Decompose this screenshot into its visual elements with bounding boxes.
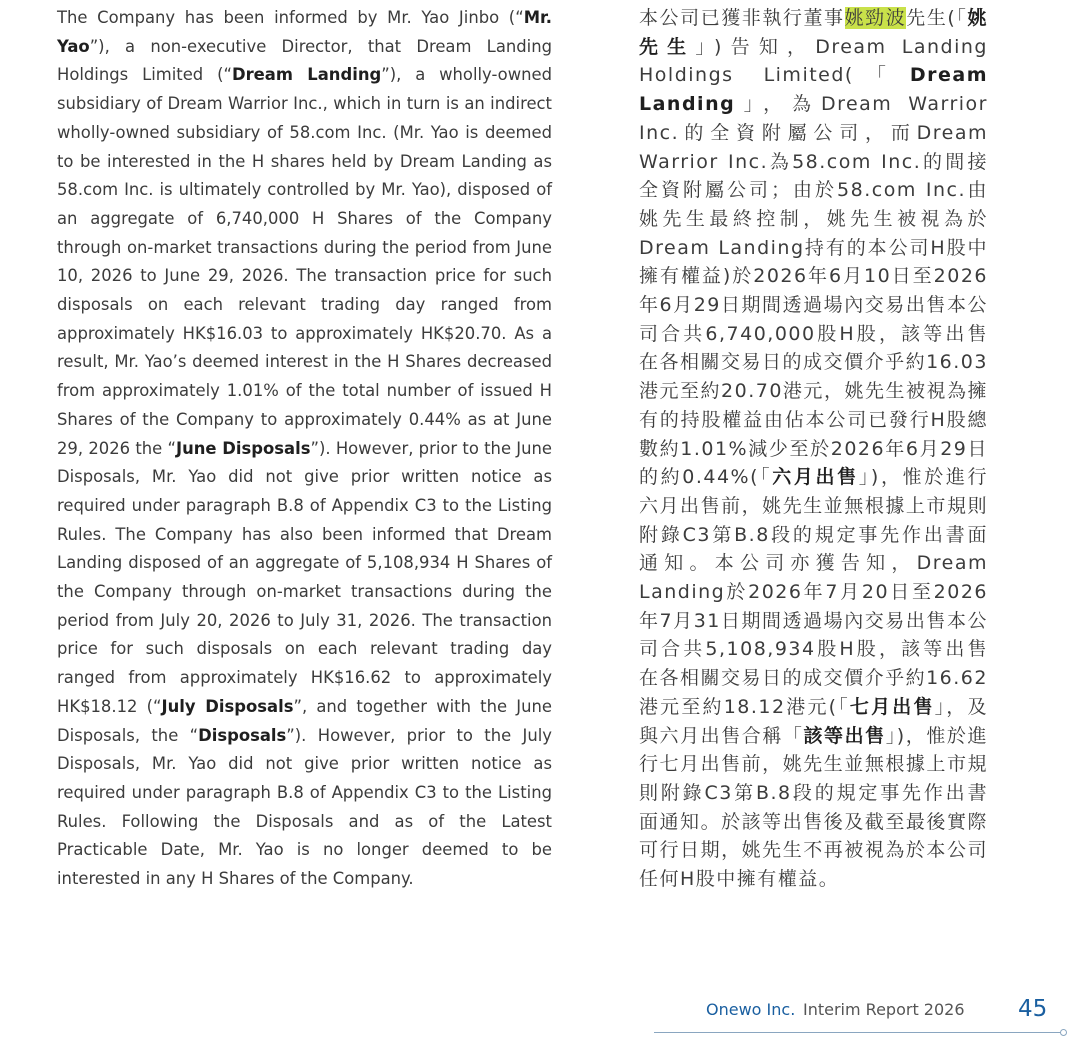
text-run: ”, and together with the June Disposals, the “ — [57, 696, 552, 745]
text-run: 」，及與六月出售合稱「 — [639, 695, 988, 747]
text-run: ”). However, prior to the June Disposals, Mr. Yao did not give prior written notice as required under paragraph B.8 of Appendix C3 to the Listing Rules. The Company has also been informed that Dream Landing disposed of an aggregate of 5,108,934 H Shares of the Company through on-market transactions during the period from July 20, 2026 to July 31, 2026. The transaction price for such disposals on each relevant trading day ranged from approximately HK$16.62 to approximately HK$18.12 (“ — [57, 438, 552, 716]
chinese-paragraph — [639, 4, 988, 894]
footer-report-title: Interim Report 2026 — [803, 1000, 965, 1019]
text-run: 」)告知，Dream Landing Holdings Limited(「 — [639, 35, 988, 87]
text-run: 先生(「 — [906, 7, 968, 29]
text-run: ”). However, prior to the July Disposals, Mr. Yao did not give prior written notice as required under paragraph B.8 of Appendix C3 to the Listing Rules. Following the Disposals and as of the Latest Practicable Date, Mr. Yao is no longer deemed to be interested in any H Shares of the Company. — [57, 725, 552, 889]
text-run: 」，為Dream Warrior Inc.的全資附屬公司，而Dream Warrior Inc.為58.com Inc.的間接全資附屬公司；由於58.com Inc.由姚先生最終控制，姚先生被視為於Dream Landing持有的本公司H股中擁有權益)於2026年6月10日至2026年6月29日期間透過場內交易出售本公司合共6,740,000股H股，該等出售在各相關交易日的成交價介乎約16.03港元至約20.70港元，姚先生被視為擁有的持股權益由佔本公司已發行H股總數約1.01%減少至於2026年6月29日的約0.44%(「 — [639, 93, 988, 489]
defined-term: Dream Landing — [639, 64, 988, 116]
highlighted-name: 姚勁波 — [844, 7, 907, 29]
defined-term: June Disposals — [175, 438, 311, 458]
footer-divider-end-dot — [1060, 1029, 1067, 1036]
text-run: 」)，惟於進行六月出售前，姚先生並無根據上市規則附錄C3第B.8段的規定事先作出書面通知。本公司亦獲告知，Dream Landing於2026年7月20日至2026年7月31日期間透過場內交易出售本公司合共5,108,934股H股，該等出售在各相關交易日的成交價介乎約16.62港元至約18.12港元(「 — [639, 466, 988, 718]
defined-term: Dream Landing — [231, 65, 382, 85]
defined-term: July Disposals — [161, 696, 294, 716]
text-run: The Company has been informed by Mr. Yao Jinbo (“ — [57, 8, 524, 27]
text-run: 」)，惟於進行七月出售前，姚先生並無根據上市規則附錄C3第B.8段的規定事先作出書面通知。於該等出售後及截至最後實際可行日期，姚先生不再被視為於本公司任何H股中擁有權益。 — [639, 724, 988, 891]
defined-term: Mr. Yao — [57, 8, 552, 56]
english-paragraph — [57, 4, 552, 894]
defined-term: 六月出售 — [772, 466, 859, 489]
defined-term: 姚先生 — [639, 7, 988, 58]
footer-divider — [654, 1032, 1061, 1033]
defined-term: 該等出售 — [803, 724, 886, 747]
defined-term: 七月出售 — [849, 695, 935, 718]
page-number: 45 — [1018, 996, 1048, 1022]
footer-company-name: Onewo Inc. — [706, 1000, 796, 1019]
text-run: ”), a wholly-owned subsidiary of Dream Warrior Inc., which in turn is an indirect wholly-owned subsidiary of 58.com Inc. (Mr. Yao is deemed to be interested in the H shares held by Dream Landing as 58.com Inc. is ultimately controlled by Mr. Yao), disposed of an aggregate of 6,740,000 H Shares of the Company through on-market transactions during the period from June 10, 2026 to June 29, 2026. The transaction price for such disposals on each relevant trading day ranged from approximately HK$16.03 to approximately HK$20.70. As a result, Mr. Yao’s deemed interest in the H Shares decreased from approximately 1.01% of the total number of issued H Shares of the Company to approximately 0.44% as at June 29, 2026 the “ — [57, 65, 552, 458]
defined-term: Disposals — [198, 725, 287, 745]
text-run: ”), a non-executive Director, that Dream Landing Holdings Limited (“ — [57, 36, 552, 85]
text-run: 本公司已獲非執行董事 — [639, 7, 845, 29]
